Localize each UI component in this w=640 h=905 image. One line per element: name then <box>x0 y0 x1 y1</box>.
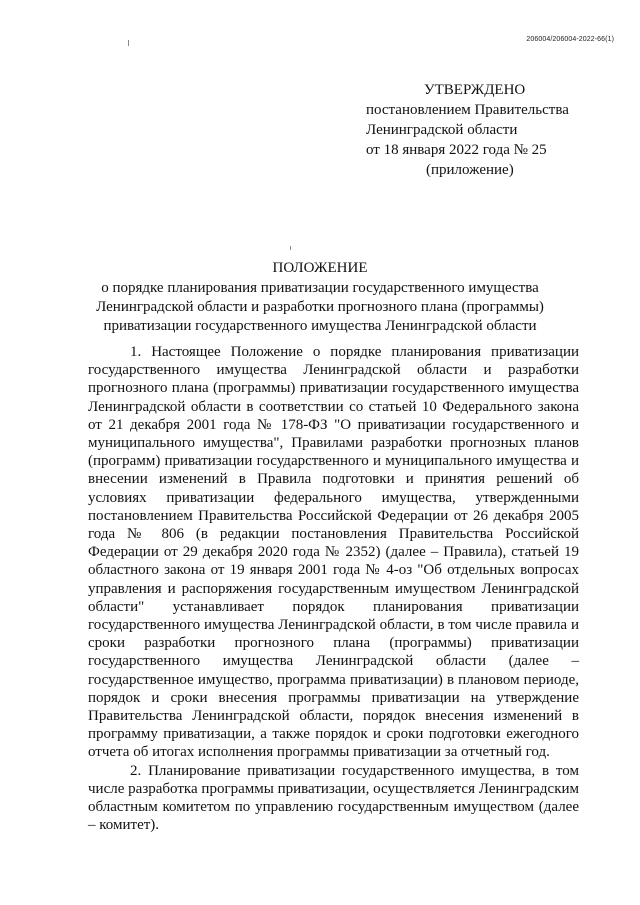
approved-label: УТВЕРЖДЕНО <box>424 82 526 98</box>
scan-speck <box>128 40 129 46</box>
scan-speck <box>290 246 291 250</box>
title-line-1: о порядке планирования приватизации государственного имущества <box>101 280 539 296</box>
title-heading: ПОЛОЖЕНИЕ <box>272 260 368 276</box>
approval-annex: (приложение) <box>426 162 514 178</box>
approval-region: Ленинградской области <box>366 122 518 138</box>
paragraph-2: 2. Планирование приватизации государственного имущества, в том числе разработка программы приватизации, осуществляется Ленинградским областным комитетом по управлению государственным имуществом (далее – комитет). <box>88 762 579 834</box>
approval-stamp <box>366 80 626 180</box>
title-line-2: Ленинградской области и разработки прогнозного плана (программы) <box>96 299 544 315</box>
approval-date: от 18 января 2022 года № 25 <box>366 142 547 158</box>
document-body <box>88 343 579 834</box>
document-id: 206004/206004-2022-66(1) <box>526 36 614 43</box>
title-line-3: приватизации государственного имущества Ленинградской области <box>103 318 537 334</box>
approval-resolution: постановлением Правительства <box>366 102 569 118</box>
document-title <box>60 259 580 336</box>
paragraph-1: 1. Настоящее Положение о порядке планирования приватизации государственного имущества Ленинградской области и разработки прогнозного плана (программы) приватизации государственного имущества Ленинградской области в соответствии со статьей 10 Федерального закона от 21 декабря 2001 года № 178-ФЗ "О приватизации государственного и муниципального имущества", Правилами разработки прогнозных планов (программ) приватизации государственного и муниципального имущества и внесении изменений в Правила подготовки и принятия решений об условиях приватизации федерального имущества, утвержденными постановлением Правительства Российской Федерации от 26 декабря 2005 года № 806 (в редакции постановления Правительства Российской Федерации от 29 декабря 2020 года № 2352) (далее – Правила), статьей 19 областного закона от 19 января 2001 года № 4-оз "Об отдельных вопросах управления и распоряжения государственным имуществом Ленинградской области" устанавливает порядок планирования приватизации государственного имущества Ленинградской области, в том числе правила и сроки разработки прогнозного плана (программы) приватизации государственного имущества Ленинградской области (далее – государственное имущество, программа приватизации) в плановом периоде, порядок и сроки внесения программы приватизации на утверждение Правительства Ленинградской области, порядок внесения изменений в программу приватизации, а также порядок и сроки подготовки ежегодного отчета об итогах исполнения программы приватизации за отчетный год. <box>88 344 579 761</box>
